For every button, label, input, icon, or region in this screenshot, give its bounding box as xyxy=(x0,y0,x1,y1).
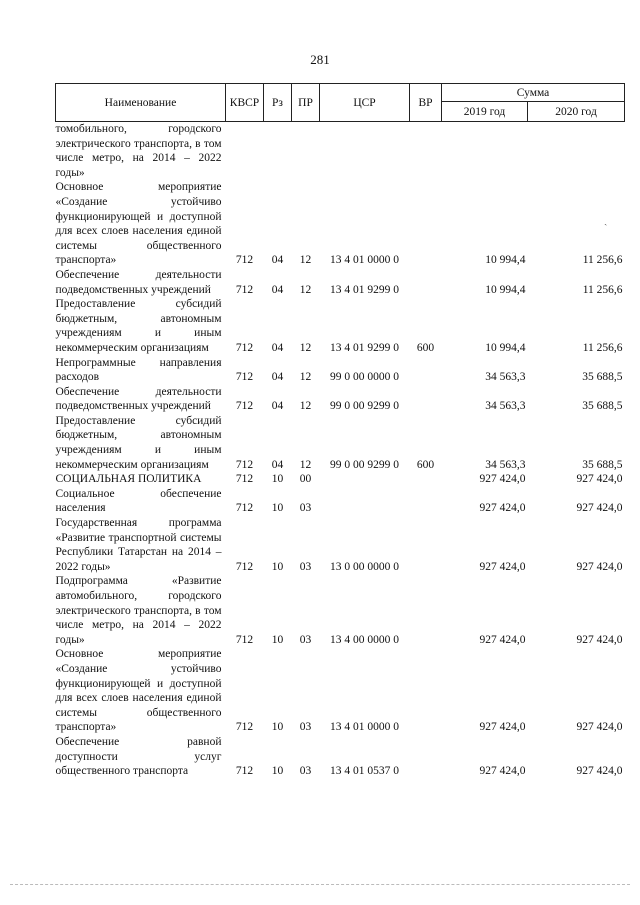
col-header-2019: 2019 год xyxy=(442,102,528,122)
row-kvsr-cell xyxy=(226,122,264,181)
row-kvsr-cell: 712 xyxy=(235,341,254,354)
scan-mark: ˏ xyxy=(604,215,608,226)
row-sum-2020-cell: 927 424,0 xyxy=(576,560,623,573)
row-rz-cell: 04 xyxy=(271,341,284,354)
row-name-cell: Основное мероприятие «Создание устойчиво функционирующей и доступной для всех слоев населения единой системы общественного транспорта» xyxy=(55,181,222,267)
row-sum-2019-cell: 927 424,0 xyxy=(479,633,526,646)
table-row xyxy=(56,356,625,385)
row-kvsr-cell: 712 xyxy=(235,765,254,778)
row-vr-cell xyxy=(410,472,442,487)
row-pr-cell: 03 xyxy=(299,502,312,515)
row-pr-cell: 12 xyxy=(299,371,312,384)
row-rz-cell: 10 xyxy=(271,560,284,573)
row-sum-2019-cell: 10 994,4 xyxy=(485,341,526,354)
row-sum-2020-cell: 35 688,5 xyxy=(582,371,623,384)
row-name-cell: Социальное обеспечение населения xyxy=(55,487,222,515)
row-kvsr-cell: 712 xyxy=(235,371,254,384)
col-header-kvsr: КВСР xyxy=(226,84,264,122)
row-kvsr-cell: 712 xyxy=(235,473,254,486)
row-pr-cell: 00 xyxy=(299,473,312,486)
row-rz-cell: 10 xyxy=(271,502,284,515)
col-header-2020: 2020 год xyxy=(528,102,625,122)
row-kvsr-cell: 712 xyxy=(235,633,254,646)
table-body xyxy=(56,122,625,779)
row-sum-2019-cell: 10 994,4 xyxy=(485,283,526,296)
row-kvsr-cell: 712 xyxy=(235,560,254,573)
row-sum-2019-cell: 34 563,3 xyxy=(485,458,526,471)
row-sum-2019-cell xyxy=(442,122,528,181)
row-csr-cell: 13 4 01 0000 0 xyxy=(330,254,399,267)
row-csr-cell xyxy=(320,472,410,487)
row-sum-2019-cell: 927 424,0 xyxy=(479,765,526,778)
table-row xyxy=(56,122,625,181)
row-sum-2020-cell: 927 424,0 xyxy=(576,721,623,734)
row-pr-cell: 03 xyxy=(299,560,312,573)
row-sum-2019-cell: 927 424,0 xyxy=(479,721,526,734)
row-name-cell: томобильного, городского электрического транспорта, в том числе метро, на 2014 – 2022 годы» xyxy=(55,123,222,179)
table-row xyxy=(56,516,625,574)
row-name-cell: Подпрограмма «Развитие автомобильного, городского электрического транспорта, в том числе метро, на 2014 – 2022 годы» xyxy=(55,575,222,646)
row-vr-cell xyxy=(410,385,442,414)
row-sum-2019-cell: 34 563,3 xyxy=(485,400,526,413)
row-rz-cell: 04 xyxy=(271,400,284,413)
table-row xyxy=(56,414,625,472)
table-header xyxy=(56,84,625,122)
row-pr-cell: 12 xyxy=(299,341,312,354)
row-sum-2020-cell xyxy=(528,122,625,181)
row-sum-2020-cell: 11 256,6 xyxy=(582,283,623,296)
row-sum-2019-cell: 927 424,0 xyxy=(479,473,526,486)
table-row xyxy=(56,297,625,355)
row-vr-cell xyxy=(410,356,442,385)
row-csr-cell xyxy=(320,122,410,181)
row-sum-2020-cell: 11 256,6 xyxy=(582,341,623,354)
budget-table xyxy=(55,83,625,779)
row-rz-cell: 10 xyxy=(271,633,284,646)
row-sum-2020-cell: 35 688,5 xyxy=(582,400,623,413)
row-vr-cell: 600 xyxy=(416,458,435,471)
row-kvsr-cell: 712 xyxy=(235,458,254,471)
row-rz-cell: 04 xyxy=(271,458,284,471)
col-header-vr: ВР xyxy=(410,84,442,122)
col-header-rz: Рз xyxy=(264,84,292,122)
row-rz-cell: 04 xyxy=(271,283,284,296)
row-vr-cell xyxy=(410,574,442,647)
row-pr-cell: 03 xyxy=(299,765,312,778)
col-header-sum: Сумма xyxy=(442,84,625,102)
row-csr-cell xyxy=(320,487,410,516)
row-rz-cell: 10 xyxy=(271,765,284,778)
row-kvsr-cell: 712 xyxy=(235,283,254,296)
row-pr-cell: 12 xyxy=(299,283,312,296)
row-csr-cell: 13 4 01 0537 0 xyxy=(330,765,399,778)
row-pr-cell: 12 xyxy=(299,458,312,471)
row-name-cell: СОЦИАЛЬНАЯ ПОЛИТИКА xyxy=(55,473,202,486)
page-number: 281 xyxy=(310,52,330,67)
row-vr-cell xyxy=(410,122,442,181)
row-rz-cell: 10 xyxy=(271,721,284,734)
row-csr-cell: 99 0 00 9299 0 xyxy=(330,400,399,413)
col-header-pr: ПР xyxy=(292,84,320,122)
row-kvsr-cell: 712 xyxy=(235,254,254,267)
row-sum-2020-cell: 35 688,5 xyxy=(582,458,623,471)
page-bottom-edge xyxy=(10,884,630,885)
row-name-cell: Предоставление субсидий бюджетным, автономным учреждениям и иным некоммерческим организациям xyxy=(55,298,222,354)
row-rz-cell: 04 xyxy=(271,371,284,384)
row-kvsr-cell: 712 xyxy=(235,400,254,413)
row-rz-cell: 04 xyxy=(271,254,284,267)
row-rz-cell: 10 xyxy=(271,473,284,486)
table-row xyxy=(56,180,625,268)
row-vr-cell: 600 xyxy=(416,341,435,354)
row-csr-cell: 13 4 00 0000 0 xyxy=(330,633,399,646)
row-pr-cell xyxy=(292,122,320,181)
row-pr-cell: 12 xyxy=(299,254,312,267)
row-name-cell: Обеспечение деятельности подведомственных учреждений xyxy=(55,385,222,413)
row-pr-cell: 03 xyxy=(299,633,312,646)
table-row xyxy=(56,385,625,414)
row-csr-cell: 13 4 01 9299 0 xyxy=(330,341,399,354)
row-pr-cell: 03 xyxy=(299,721,312,734)
row-vr-cell xyxy=(410,180,442,268)
row-csr-cell: 13 4 01 9299 0 xyxy=(330,283,399,296)
row-rz-cell xyxy=(264,122,292,181)
row-sum-2019-cell: 927 424,0 xyxy=(479,560,526,573)
row-vr-cell xyxy=(410,516,442,574)
row-sum-2019-cell: 34 563,3 xyxy=(485,371,526,384)
table-row xyxy=(56,647,625,735)
col-header-name: Наименование xyxy=(56,84,226,122)
row-sum-2019-cell: 10 994,4 xyxy=(485,254,526,267)
row-kvsr-cell: 712 xyxy=(235,502,254,515)
row-sum-2020-cell: 11 256,6 xyxy=(582,254,623,267)
row-name-cell: Обеспечение равной доступности услуг общественного транспорта xyxy=(55,735,222,778)
row-sum-2020-cell: 927 424,0 xyxy=(576,633,623,646)
row-name-cell: Обеспечение деятельности подведомственных учреждений xyxy=(55,268,222,296)
row-vr-cell xyxy=(410,487,442,516)
table-row xyxy=(56,472,625,487)
row-name-cell: Государственная программа «Развитие транспортной системы Республики Татарстан на 2014 – 2022 годы» xyxy=(55,517,222,573)
row-csr-cell: 13 4 01 0000 0 xyxy=(330,721,399,734)
row-sum-2020-cell: 927 424,0 xyxy=(576,473,623,486)
row-sum-2020-cell: 927 424,0 xyxy=(576,502,623,515)
row-name-cell: Непрограммные направления расходов xyxy=(55,356,222,384)
row-sum-2019-cell: 927 424,0 xyxy=(479,502,526,515)
row-name-cell: Основное мероприятие «Создание устойчиво функционирующей и доступной для всех слоев населения единой системы общественного транспорта» xyxy=(55,648,222,734)
table-row xyxy=(56,487,625,516)
row-pr-cell: 12 xyxy=(299,400,312,413)
row-csr-cell: 13 0 00 0000 0 xyxy=(330,560,399,573)
table-row xyxy=(56,574,625,647)
row-vr-cell xyxy=(410,268,442,297)
table-row xyxy=(56,735,625,779)
row-name-cell: Предоставление субсидий бюджетным, автономным учреждениям и иным некоммерческим организациям xyxy=(55,414,222,471)
row-vr-cell xyxy=(410,647,442,735)
col-header-csr: ЦСР xyxy=(320,84,410,122)
row-sum-2020-cell: 927 424,0 xyxy=(576,765,623,778)
row-csr-cell: 99 0 00 9299 0 xyxy=(330,458,399,471)
table-row xyxy=(56,268,625,297)
row-vr-cell xyxy=(410,735,442,779)
row-kvsr-cell: 712 xyxy=(235,721,254,734)
row-csr-cell: 99 0 00 0000 0 xyxy=(330,371,399,384)
